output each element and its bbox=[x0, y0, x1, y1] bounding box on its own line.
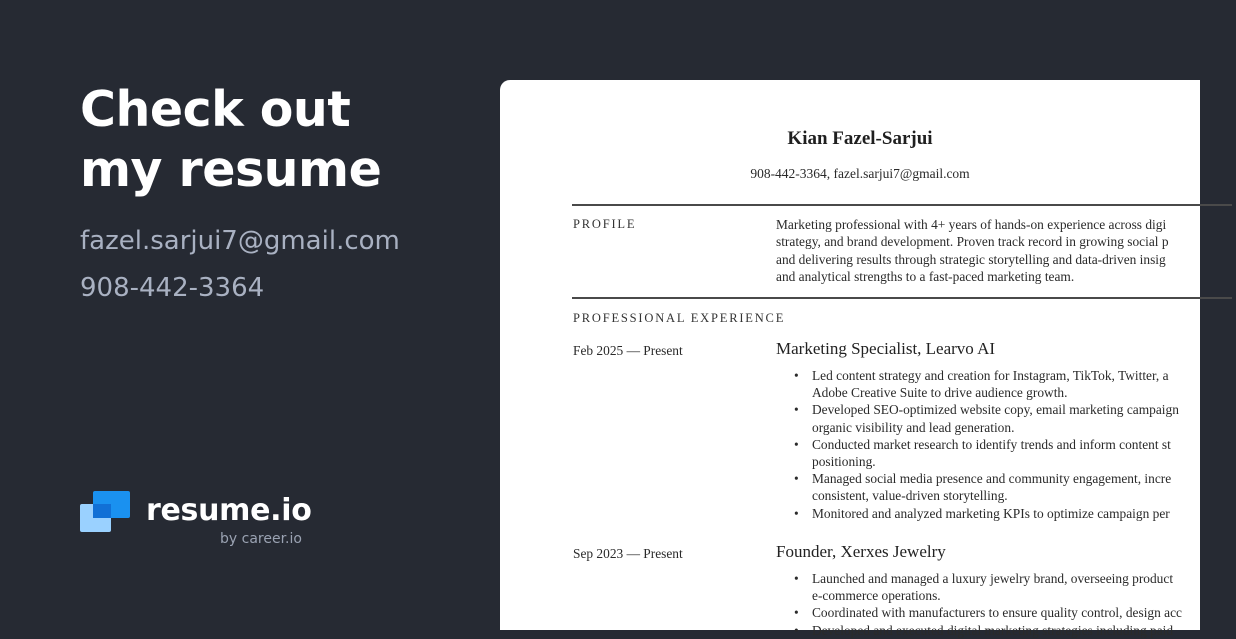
job-bullet-line: positioning. bbox=[812, 454, 876, 470]
job-bullet-line: organic visibility and lead generation. bbox=[812, 419, 1015, 435]
headline bbox=[80, 80, 480, 200]
profile-summary bbox=[776, 216, 1236, 285]
hero-panel bbox=[0, 0, 500, 630]
section-divider bbox=[572, 297, 1232, 299]
profile-line: Marketing professional with 4+ years of hands-on experience across digi bbox=[776, 217, 1167, 232]
section-divider bbox=[572, 204, 1232, 206]
job-bullet bbox=[794, 622, 1234, 639]
brand-subtitle: by career.io bbox=[220, 531, 302, 547]
profile-line: and analytical strengths to a fast-paced marketing team. bbox=[776, 268, 1075, 284]
job-bullet bbox=[794, 470, 1234, 504]
job-bullet-line: consistent, value-driven storytelling. bbox=[812, 488, 1008, 504]
job-bullet bbox=[794, 604, 1234, 621]
job-bullet bbox=[794, 436, 1234, 470]
headline-line-1: Check out bbox=[80, 81, 351, 138]
job-bullet-line: • Monitored and analyzed marketing KPIs to optimize campaign per bbox=[812, 505, 1170, 521]
profile-line: and delivering results through strategic storytelling and data-driven insig bbox=[776, 251, 1166, 267]
job-bullet-list bbox=[794, 570, 1234, 639]
job-bullet bbox=[794, 570, 1234, 604]
headline-line-2: my resume bbox=[80, 141, 382, 198]
job-title: Marketing Specialist, Learvo AI bbox=[776, 339, 996, 358]
resume-contact: 908-442-3364, fazel.sarjui7@gmail.com bbox=[750, 166, 970, 181]
job-date: Feb 2025 — Present bbox=[573, 343, 683, 358]
job-bullet-line: • Developed and executed digital marketing strategies including paid bbox=[812, 622, 1174, 638]
job-bullet-line: Adobe Creative Suite to drive audience growth. bbox=[812, 385, 1068, 401]
job-bullet-line: e-commerce operations. bbox=[812, 588, 941, 604]
contact-phone: 908-442-3364 bbox=[80, 273, 265, 303]
job-date: Sep 2023 — Present bbox=[573, 546, 683, 561]
brand-name: resume.io bbox=[146, 493, 312, 528]
job-bullet-list bbox=[794, 367, 1234, 522]
job-bullet-line: • Led content strategy and creation for Instagram, TikTok, Twitter, a bbox=[812, 368, 1169, 383]
job-bullet bbox=[794, 367, 1234, 401]
job-bullet-line: • Conducted market research to identify trends and inform content st bbox=[812, 436, 1171, 452]
job-bullet-line: • Managed social media presence and community engagement, incre bbox=[812, 471, 1172, 487]
profile-line: strategy, and brand development. Proven track record in growing social p bbox=[776, 234, 1169, 250]
job-bullet bbox=[794, 401, 1234, 435]
profile-heading: PROFILE bbox=[573, 217, 637, 231]
job-bullet-line: • Developed SEO-optimized website copy, email marketing campaign bbox=[812, 402, 1179, 418]
job-title: Founder, Xerxes Jewelry bbox=[776, 542, 946, 561]
contact-email: fazel.sarjui7@gmail.com bbox=[80, 226, 400, 256]
resume-name: Kian Fazel-Sarjui bbox=[787, 128, 933, 149]
experience-heading: PROFESSIONAL EXPERIENCE bbox=[573, 311, 786, 325]
job-bullet-line: • Launched and managed a luxury jewelry brand, overseeing product bbox=[812, 571, 1174, 586]
job-bullet-line: • Coordinated with manufacturers to ensure quality control, design acc bbox=[812, 605, 1182, 621]
resume-io-logo-icon bbox=[80, 491, 130, 532]
resume-document bbox=[500, 80, 1200, 638]
job-bullet bbox=[794, 505, 1234, 522]
brand-lockup bbox=[80, 490, 340, 552]
